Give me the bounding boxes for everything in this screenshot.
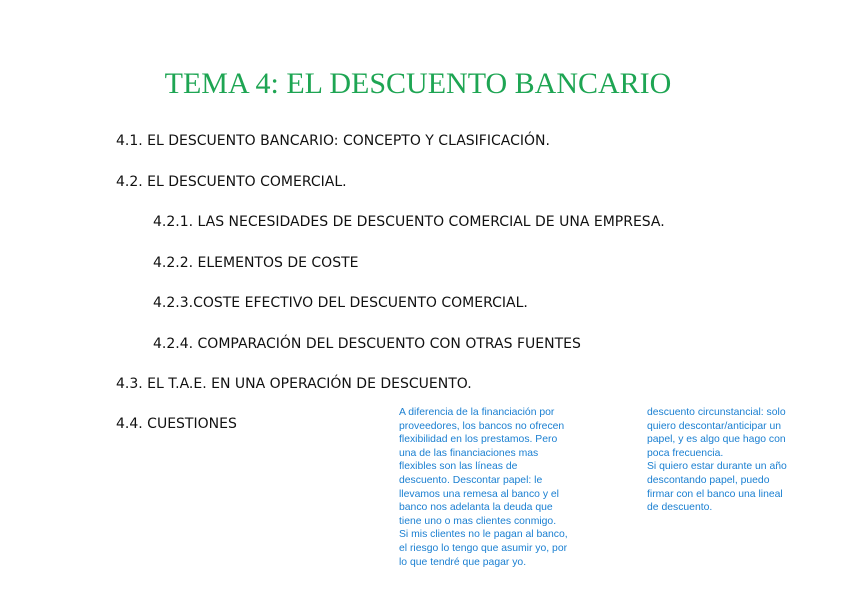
- speaker-note-right: [647, 406, 787, 515]
- note-line: papel, y es algo que hago con: [647, 434, 786, 446]
- outline-item-4-2-2: 4.2.2. ELEMENTOS DE COSTE: [153, 255, 359, 271]
- note-line: firmar con el banco una lineal: [647, 488, 783, 500]
- note-line: descuento circunstancial: solo: [647, 407, 786, 418]
- note-line: A diferencia de la financiación por: [399, 407, 555, 418]
- note-line: Si quiero estar durante un año: [647, 461, 787, 473]
- outline-item-4-2-4: 4.2.4. COMPARACIÓN DEL DESCUENTO CON OTRAS FUENTES: [153, 336, 581, 352]
- note-line: poca frecuencia.: [647, 447, 724, 459]
- outline-item-4-4: 4.4. CUESTIONES: [116, 416, 237, 432]
- outline-item-4-2-3: 4.2.3.COSTE EFECTIVO DEL DESCUENTO COMERCIAL.: [153, 295, 528, 311]
- note-line: descontando papel, puedo: [647, 474, 770, 486]
- note-line: lo que tendré que pagar yo.: [399, 556, 527, 568]
- outline-item-4-2: 4.2. EL DESCUENTO COMERCIAL.: [116, 174, 347, 190]
- note-line: Si mis clientes no le pagan al banco,: [399, 529, 568, 541]
- note-line: de descuento.: [647, 502, 713, 514]
- note-line: tiene uno o mas clientes conmigo.: [399, 515, 557, 527]
- note-line: una de las financiaciones mas: [399, 447, 539, 459]
- slide-title: TEMA 4: EL DESCUENTO BANCARIO: [164, 67, 672, 100]
- note-line: banco nos adelanta la deuda que: [399, 502, 553, 514]
- note-line: descuento. Descontar papel: le: [399, 474, 543, 486]
- note-line: el riesgo lo tengo que asumir yo, por: [399, 542, 568, 554]
- outline-item-4-1: 4.1. EL DESCUENTO BANCARIO: CONCEPTO Y CLASIFICACIÓN.: [116, 133, 550, 149]
- note-line: flexibilidad en los prestamos. Pero: [399, 434, 558, 446]
- speaker-note-left: [399, 406, 568, 569]
- note-line: quiero descontar/anticipar un: [647, 420, 782, 432]
- note-line: flexibles son las líneas de: [399, 461, 518, 473]
- outline-item-4-3: 4.3. EL T.A.E. EN UNA OPERACIÓN DE DESCUENTO.: [116, 376, 472, 392]
- outline-item-4-2-1: 4.2.1. LAS NECESIDADES DE DESCUENTO COMERCIAL DE UNA EMPRESA.: [153, 214, 665, 230]
- note-line: llevamos una remesa al banco y el: [399, 488, 559, 500]
- note-line: proveedores, los bancos no ofrecen: [399, 420, 565, 432]
